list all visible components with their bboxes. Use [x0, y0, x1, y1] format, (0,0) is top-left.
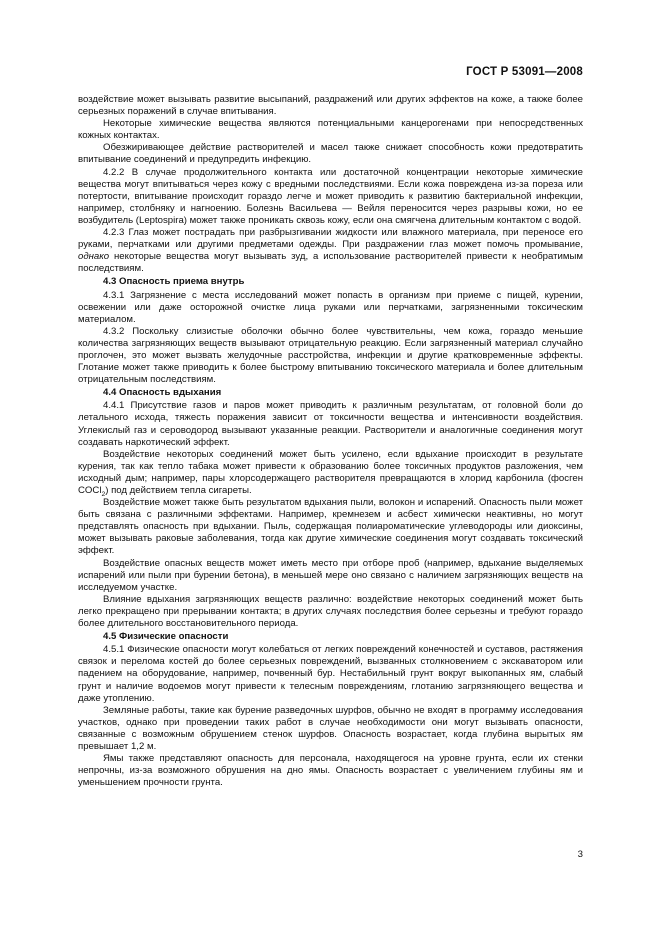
paragraph [78, 449, 583, 497]
paragraph: Некоторые химические вещества являются потенциальными канцерогенами при непосредственных кожных контактах. [78, 118, 583, 142]
paragraph: Ямы также представляют опасность для персонала, находящегося на уровне грунта, если их стенки непрочны, из-за возможного обрушения на дно ямы. Опасность возрастает с увеличением глубины ям и уменьшением прочности грунта. [78, 753, 583, 789]
body-text [78, 94, 583, 789]
document-code: ГОСТ Р 53091—2008 [466, 66, 583, 78]
subscript: 2 [101, 490, 106, 498]
clause-4-2-2: 4.2.2 В случае продолжительного контакта или достаточной концентрации некоторые химические вещества могут впитываться через кожу с вредными последствиями. Если кожа повреждена из-за пореза или потертости, впитывание происходит гораздо легче и может приводить к развитию бактериальной инфекции, например, столбняку и нагноению. Болезнь Васильева — Вейля переносится через разрывы кожи, но ее возбудитель (Leptospira) может также проникать сквозь кожу, если она смягчена длительным контактом с водой. [78, 166, 583, 226]
section-heading-4-5: 4.5 Физические опасности [103, 631, 229, 643]
section-heading-4-3: 4.3 Опасность приема внутрь [103, 276, 245, 288]
paragraph: воздействие может вызывать развитие высыпаний, раздражений или других эффектов на коже, а также более серьезных поражений в случае впитывания. [78, 94, 583, 118]
section-heading-4-4: 4.4 Опасность вдыхания [103, 387, 222, 399]
clause-4-3-2: 4.3.2 Поскольку слизистые оболочки обычно более чувствительны, чем кожа, гораздо меньшие количества загрязняющих веществ вызывают отрицательную реакцию. Если загрязненный материал случайно проглочен, это может вызвать желудочные расстройства, инфекции и другие кратковременные эффекты. Глотание может также приводить к более быстрому впитыванию токсического материала и более длительным отрицательным последствиям. [78, 325, 583, 386]
italic-word: однако [78, 251, 110, 263]
page-number: 3 [577, 849, 583, 860]
clause-4-3-1: 4.3.1 Загрязнение с места исследований может попасть в организм при приеме с пищей, курении, освежении или даже осторожной очистке лица руками или перчатками, загрязненными токсическим материалом. [78, 289, 583, 325]
text-run: ) под действием тепла сигареты. [105, 485, 252, 496]
paragraph: Воздействие опасных веществ может иметь место при отборе проб (например, вдыхание выделяемых испарений или пыли при бурении бетона), в меньшей мере оно связано с наличием загрязняющих веществ на исследуемом участке. [78, 557, 583, 593]
text-run: 4.2.3 Глаз может пострадать при разбрызгивании жидкости или влажного материала, при переносе его руками, перчатками или другими предметами одежды. При раздражении глаз может помочь промывание, [78, 227, 583, 251]
clause-4-5-1: 4.5.1 Физические опасности могут колебаться от легких повреждений конечностей и суставов, растяжения связок и перелома костей до более серьезных повреждений, вызванных столкновением с экскаватором или падением на оборудование, например, почвенный бур. Нестабильный грунт вокруг выкопанных ям, слабый грунт и наличие водоемов могут привести к телесным повреждениям, глотанию загрязняющего вещества и даже утоплению. [78, 644, 583, 704]
clause-4-2-3 [78, 227, 583, 275]
paragraph: Воздействие может также быть результатом вдыхания пыли, волокон и испарений. Опасность пыли может быть связана с различными эффектами. Например, кремнезем и асбест химически неактивны, но могут представлять опасность при вдыхании. Пыль, содержащая полиароматические углеводороды или диоксины, может вызывать раковые заболевания, тогда как другие химические соединения могут создавать токсический эффект. [78, 497, 583, 557]
text-run: Воздействие некоторых соединений может быть усилено, если вдыхание происходит в результате курения, так как тепло табака может привести к образованию более токсичных продуктов разложения, чем исходный дым; например, пары хлорсодержащего растворителя превращаются в хлорид карбонила (фосген COCl [78, 448, 583, 496]
paragraph: Земляные работы, такие как бурение разведочных шурфов, обычно не входят в программу исследования участков, однако при проведении таких работ в случае необходимости они могут вызывать опасности, связанные с возможным обрушением стенок шурфов. Опасность возрастает, когда глубина вырытых ям превышает 1,2 м. [78, 704, 583, 752]
text-run: некоторые вещества могут вызывать зуд, а использование растворителей привести к необратимым последствиям. [78, 251, 583, 275]
clause-4-4-1: 4.4.1 Присутствие газов и паров может приводить к различным результатам, от головной боли до летального исхода, тяжесть поражения зависит от токсичности вещества и интенсивности воздействия. Углекислый газ и сероводород вызывают указанные реакции. Растворители и аналогичные соединения могут создавать наркотический эффект. [78, 400, 583, 448]
paragraph: Обезжиривающее действие растворителей и масел также снижает способность кожи предотвратить впитывание соединений и предупредить инфекцию. [78, 142, 583, 166]
paragraph: Влияние вдыхания загрязняющих веществ различно: воздействие некоторых соединений может быть легко прекращено при прерывании контакта; в других случаях последствия более серьезны и требуют гораздо более длительного восстановительного периода. [78, 593, 583, 630]
